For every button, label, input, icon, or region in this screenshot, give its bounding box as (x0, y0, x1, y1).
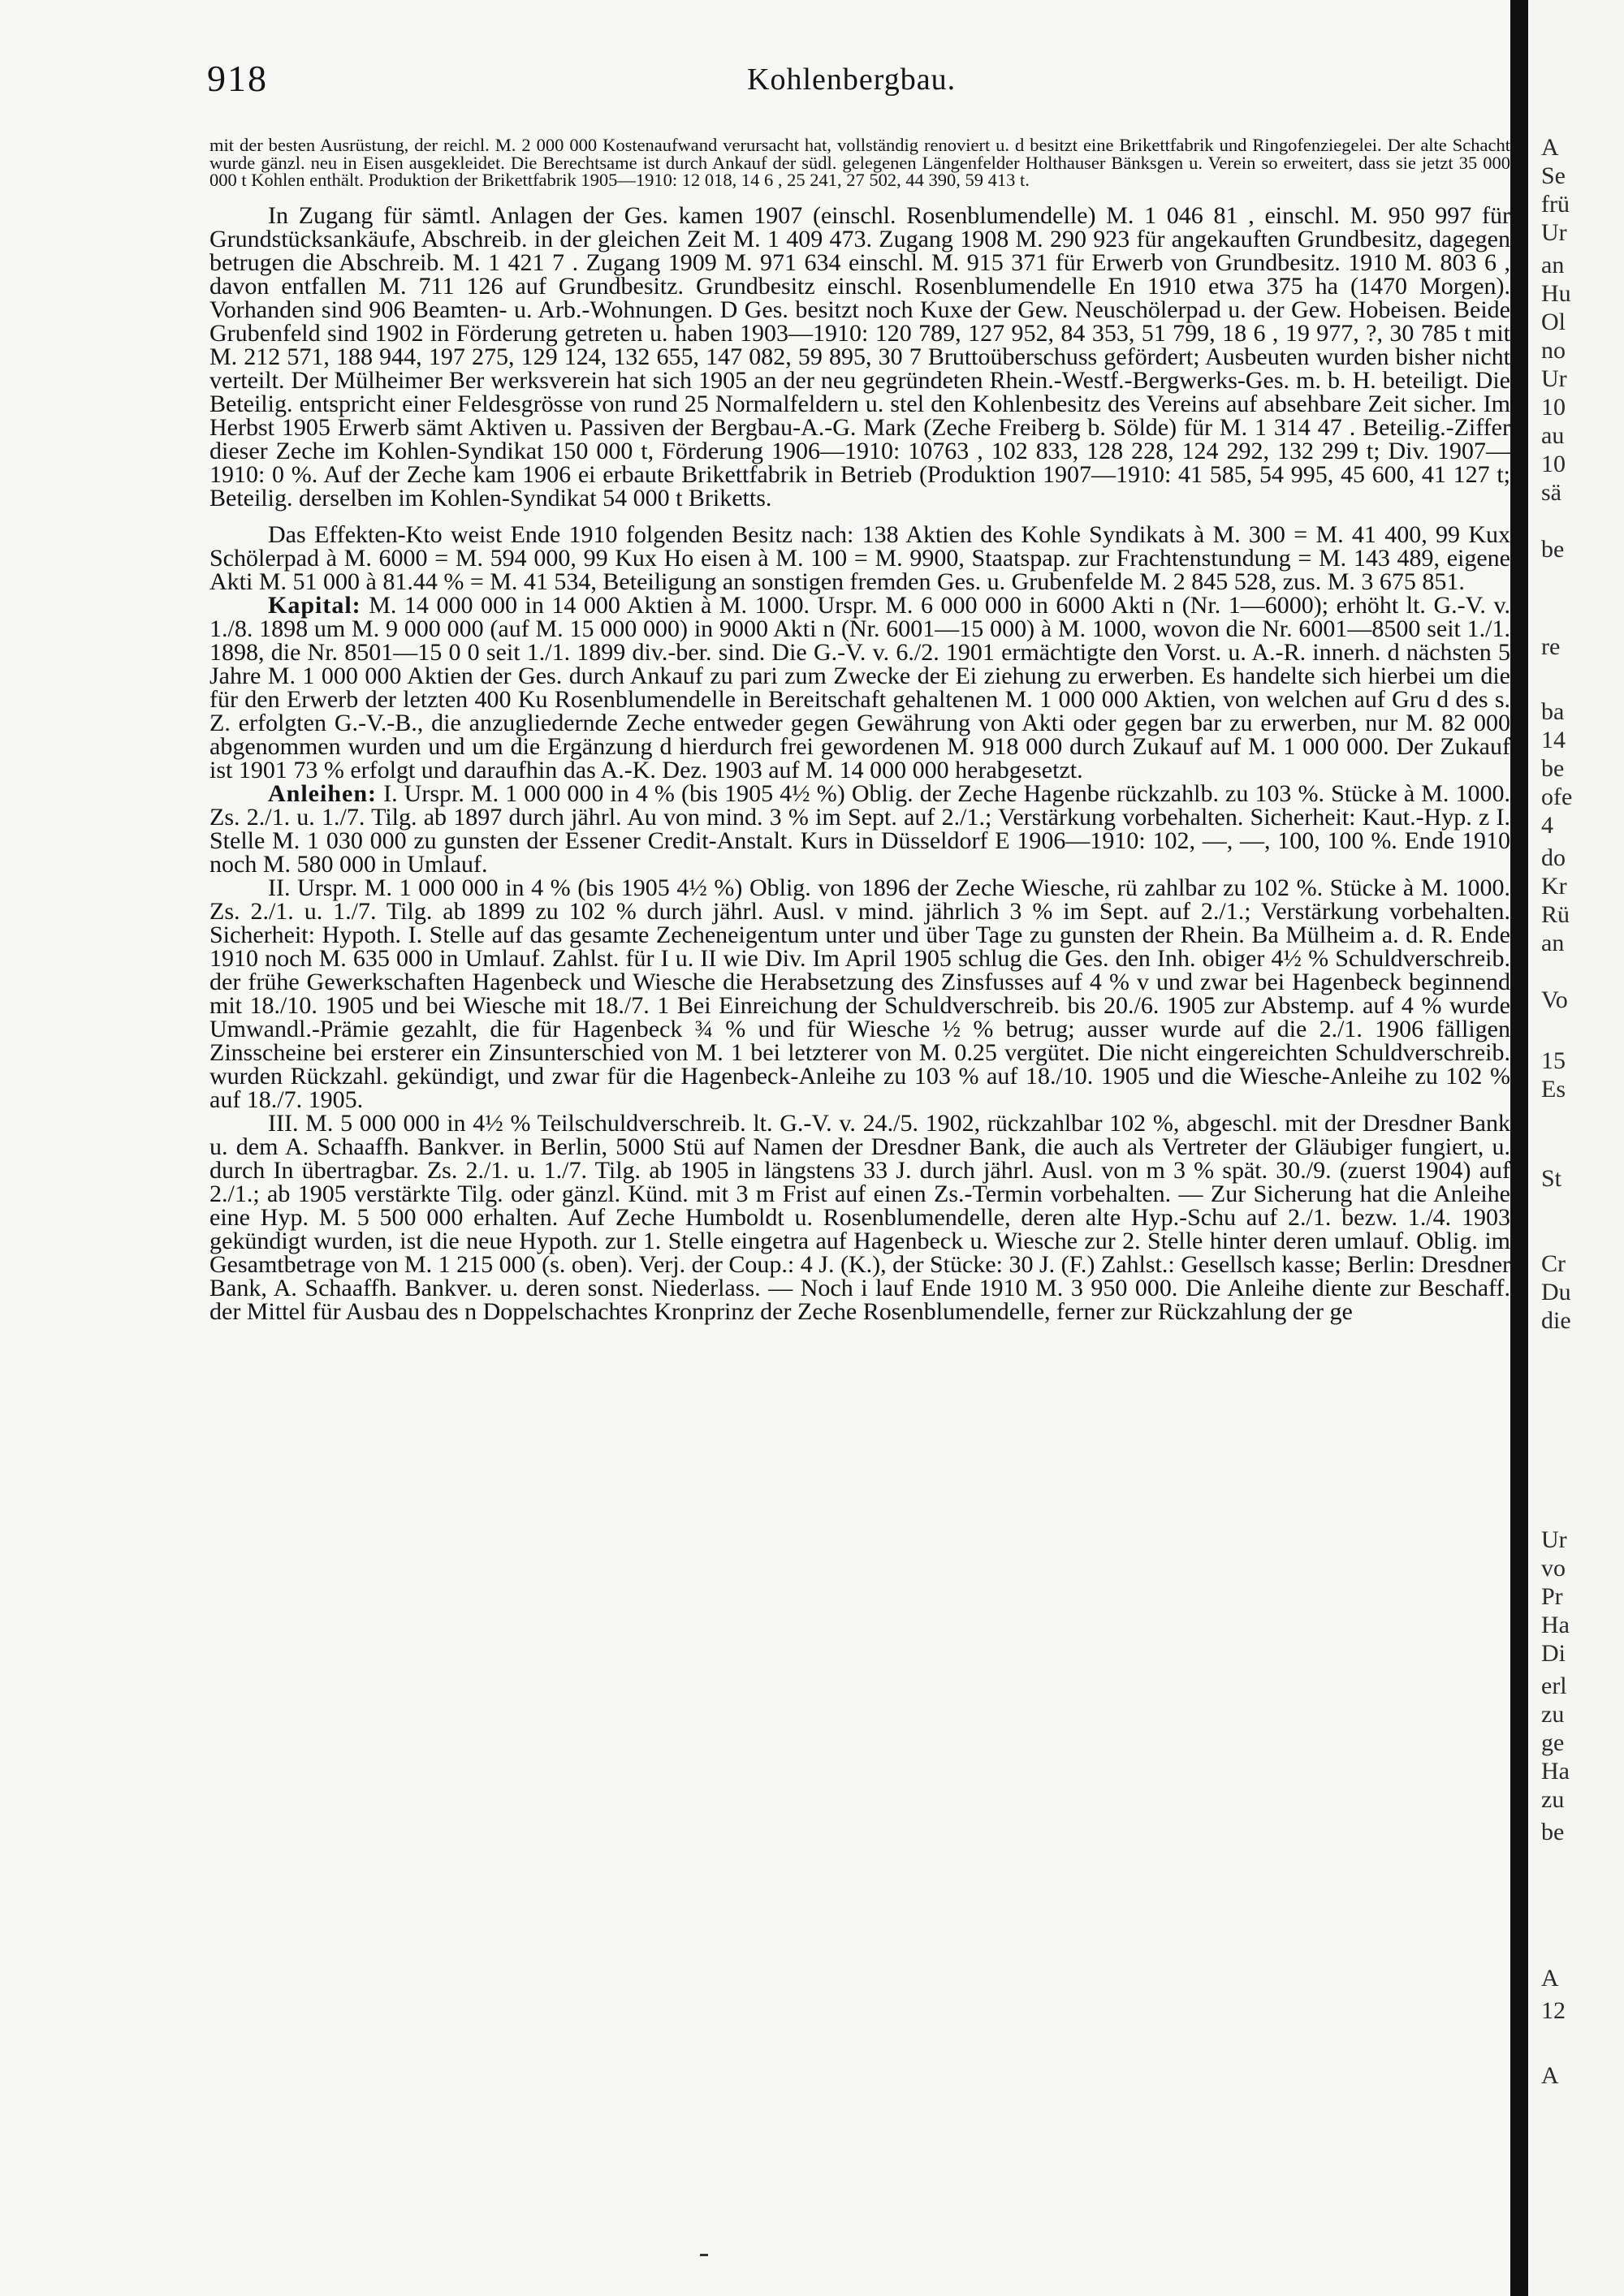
adjacent-page-fragment: Pr (1541, 1583, 1563, 1610)
adjacent-page-fragment: an (1541, 252, 1565, 278)
adjacent-page-fragment: 12 (1541, 1997, 1566, 2024)
adjacent-page-fragment: Ur (1541, 1526, 1567, 1553)
running-title: Kohlenbergbau. (747, 63, 957, 97)
adjacent-page-fragment: Es (1541, 1076, 1566, 1103)
adjacent-page-fragment: zu (1541, 1786, 1565, 1813)
book-gutter (1510, 0, 1528, 2296)
adjacent-page-fragment: Ha (1541, 1758, 1570, 1785)
adjacent-page-fragment: St (1541, 1165, 1562, 1192)
adjacent-page-fragment: ge (1541, 1729, 1565, 1756)
adjacent-page-fragment: Ha (1541, 1612, 1570, 1638)
adjacent-page-fragment: A (1541, 1965, 1559, 1992)
adjacent-page-edge (1528, 0, 1624, 2296)
adjacent-page-fragment: die (1541, 1307, 1571, 1334)
adjacent-page-fragment: be (1541, 1819, 1565, 1845)
adjacent-page-fragment: zu (1541, 1701, 1565, 1728)
page-body (209, 136, 1510, 1323)
adjacent-page-fragment: Se (1541, 162, 1566, 189)
adjacent-page-fragment: 14 (1541, 727, 1566, 753)
paragraph-effekten: Das Effekten-Kto weist Ende 1910 folgenden Besitz nach: 138 Aktien des Kohle Syndikats à M. 300 = M. 41 400, 99 Kux Schölerpad à M. 6000 = M. 594 000, 99 Kux Ho eisen à M. 100 = M. 9900, Staatspap. zur Frachtenstundung = M. 143 489, eigene Akti M. 51 000 à 81.44 % = M. 41 534, Beteiligung an sonstigen fremden Ges. u. Grubenfelde M. 2 845 528, zus. M. 3 675 851. (209, 520, 1510, 595)
paragraph-anleihe-ii: II. Urspr. M. 1 000 000 in 4 % (bis 1905 4½ %) Oblig. von 1896 der Zeche Wiesche, rü zahlbar zu 102 %. Stücke à M. 1000. Zs. 2./1. u. 1./7. Tilg. ab 1899 zu 102 % durch jährl. Ausl. v mind. jährlich 3 % im Sept. auf 2./1.; Verstärkung vorbehalten. Sicherheit: Hypoth. I. Stelle auf das gesamte Zecheneigentum unter und über Tage zu gunsten der Rhein. Ba Mülheim a. d. R. Ende 1910 noch M. 635 000 in Umlauf. Zahlst. für I u. II wie Div. Im April 1905 schlug die Ges. den Inh. obiger 4½ % Schuldverschreib. der frühe Gewerkschaften Hagenbeck und Wiesche die Herabsetzung des Zinsfusses auf 4 % v und zwar bei Hagenbeck beginnend mit 18./10. 1905 und bei Wiesche mit 18./7. 1 Bei Einreichung der Schuldverschreib. bis 20./6. 1905 zur Abstemp. auf 4 % wurde Umwandl.-Prämie gezahlt, die für Hagenbeck ¾ % und für Wiesche ½ % betrug; ausser wurde auf die 2./1. 1906 fälligen Zinsscheine bei ersterer ein Zinsunterschied von M. 1 bei letzterer von M. 0.25 vergütet. Die nicht eingereichten Schuldverschreib. wurden Rückzahl. gekündigt, und zwar für die Hagenbeck-Anleihe zu 103 % auf 18./10. 1905 und die Wiesche-Anleihe zu 102 % auf 18./7. 1905. (209, 874, 1510, 1113)
paragraph-anleihen (209, 779, 1510, 878)
adjacent-page-fragment: 4 (1541, 812, 1553, 839)
page-number: 918 (207, 58, 268, 99)
adjacent-page-fragment: do (1541, 844, 1566, 871)
adjacent-page-fragment: sä (1541, 479, 1561, 506)
adjacent-page-fragment: A (1541, 2062, 1559, 2089)
adjacent-page-fragment: no (1541, 337, 1566, 364)
adjacent-page-fragment: 10 (1541, 451, 1566, 477)
adjacent-page-fragment: ofe (1541, 783, 1573, 810)
adjacent-page-fragment: frü (1541, 191, 1570, 218)
adjacent-page-fragment: vo (1541, 1555, 1566, 1582)
adjacent-page-fragment: be (1541, 755, 1565, 782)
adjacent-page-fragment: Cr (1541, 1250, 1566, 1277)
paragraph-zugang: In Zugang für sämtl. Anlagen der Ges. kamen 1907 (einschl. Rosenblumendelle) M. 1 046 81 , einschl. M. 950 997 für Grundstücksankäufe, Abschreib. in der gleichen Zeit M. 1 409 473. Zugang 1908 M. 290 923 für angekauften Grundbesitz, dagegen betrugen die Abschreib. M. 1 421 7 . Zugang 1909 M. 971 634 einschl. M. 915 371 für Erwerb von Grundbesitz. 1910 M. 803 6 , davon entfallen M. 711 126 auf Grundbesitz. Grundbesitz einschl. Rosenblumendelle En 1910 etwa 375 ha (1470 Morgen). Vorhanden sind 906 Beamten- u. Arb.-Wohnungen. D Ges. besitzt noch Kuxe der Gew. Neuschölerpad u. der Gew. Hobeisen. Beide Grubenfeld sind 1902 in Förderung getreten u. haben 1903—1910: 120 789, 127 952, 84 353, 51 799, 18 6 , 19 977, ?, 30 785 t mit M. 212 571, 188 944, 197 275, 129 124, 132 655, 147 082, 59 895, 30 7 Bruttoüberschuss gefördert; Ausbeuten wurden bisher nicht verteilt. Der Mülheimer Ber werksverein hat sich 1905 an der neu gegründeten Rhein.-Westf.-Bergwerks-Ges. m. b. H. beteiligt. Die Beteilig. entspricht einer Feldesgrösse von rund 25 Normalfeldern u. stel den Kohlenbesitz des Vereins auf absehbare Zeit sicher. Im Herbst 1905 Erwerb sämt Aktiven u. Passiven der Bergbau-A.-G. Mark (Zeche Freiberg b. Sölde) für M. 1 314 47 . Beteilig.-Ziffer dieser Zeche im Kohlen-Syndikat 150 000 t, Förderung 1906—1910: 10763 , 102 833, 128 228, 124 292, 132 299 t; Div. 1907—1910: 0 %. Auf der Zeche kam 1906 ei erbaute Brikettfabrik in Betrieb (Produktion 1907—1910: 41 585, 54 995, 45 600, 41 127 t; Beteilig. derselben im Kohlen-Syndikat 54 000 t Briketts. (209, 201, 1510, 511)
adjacent-page-fragment: an (1541, 930, 1565, 956)
adjacent-page-fragment: Du (1541, 1279, 1571, 1306)
adjacent-page-fragment: Ol (1541, 309, 1566, 335)
adjacent-page-fragment: Vo (1541, 986, 1568, 1013)
kapital-text: M. 14 000 000 in 14 000 Aktien à M. 1000. Urspr. M. 6 000 000 in 6000 Akti n (Nr. 1—6000); erhöht lt. G.-V. v. 1./8. 1898 um M. 9 000 000 (auf M. 15 000 000) in 9000 Akti n (Nr. 6001—15 000) à M. 1000, wovon die Nr. 6001—8500 seit 1./1. 1898, die Nr. 8501—15 0 0 seit 1./1. 1899 div.-ber. sind. Die G.-V. v. 6./2. 1901 ermächtigte den Vorst. u. A.-R. innerh. d nächsten 5 Jahre M. 1 000 000 Aktien der Ges. durch Ankauf zu pari zum Zwecke der Ei ziehung zu erwerben. Es handelte sich hierbei um die für den Erwerb der letzten 400 Ku Rosenblumendelle in Bereitschaft gehaltenen M. 1 000 000 Aktien, von welchen auf Gru d des s. Z. erfolgten G.-V.-B., die anzugliedernde Zeche entweder gegen Gewährung von Akti oder gegen bar zu erwerben, nur M. 82 000 abgenommen wurden und um die Ergänzung d hierdurch frei gewordenen M. 918 000 durch Zukauf auf M. 1 000 000. Der Zukauf ist 1901 73 % erfolgt und daraufhin das A.-K. Dez. 1903 auf M. 14 000 000 herabgesetzt. (209, 591, 1510, 783)
small-print-paragraph: mit der besten Ausrüstung, der reichl. M. 2 000 000 Kostenaufwand verursacht hat, vollständig renoviert u. d besitzt eine Brikettfabrik und Ringofenziegelei. Der alte Schacht wurde gänzl. neu in Eisen ausgekleidet. Die Berechtsame ist durch Ankauf der südl. gelegenen Längenfelder Holthauser Bänksgen u. Verein so erweitert, dass sie jetzt 35 000 000 t Kohlen enthält. Produktion der Brikettfabrik 1905—1910: 12 018, 14 6 , 25 241, 27 502, 44 390, 59 413 t. (209, 135, 1510, 190)
paragraph-anleihe-iii: III. M. 5 000 000 in 4½ % Teilschuldverschreib. lt. G.-V. v. 24./5. 1902, rückzahlbar 102 %, abgeschl. mit der Dresdner Bank u. dem A. Schaaffh. Bankver. in Berlin, 5000 Stü auf Namen der Dresdner Bank, die auch als Vertreter der Gläubiger fungiert, u. durch In übertragbar. Zs. 2./1. u. 1./7. Tilg. ab 1905 in längstens 33 J. durch jährl. Ausl. von m 3 % spät. 30./9. (zuerst 1904) auf 2./1.; ab 1905 verstärkte Tilg. oder gänzl. Künd. mit 3 m Frist auf einen Zs.-Termin vorbehalten. — Zur Sicherung hat die Anleihe eine Hyp. M. 5 500 000 erhalten. Auf Zeche Humboldt u. Rosenblumendelle, deren alte Hyp.-Schu auf 2./1. bezw. 1./4. 1903 gekündigt wurden, ist die neue Hypoth. zur 1. Stelle eingetra auf Hagenbeck u. Wiesche zur 2. Stelle hinter deren umlauf. Oblig. im Gesamtbetrage von M. 1 215 000 (s. oben). Verj. der Coup.: 4 J. (K.), der Stücke: 30 J. (F.) Zahlst.: Gesellsch kasse; Berlin: Dresdner Bank, A. Schaaffh. Bankver. u. deren sonst. Niederlass. — Noch i lauf Ende 1910 M. 3 950 000. Die Anleihe diente zur Beschaff. der Mittel für Ausbau des n Doppelschachtes Kronprinz der Zeche Rosenblumendelle, ferner zur Rückzahlung der ge (209, 1109, 1510, 1325)
adjacent-page-fragment: Ur (1541, 219, 1567, 246)
adjacent-page-fragment: Ur (1541, 365, 1567, 392)
adjacent-page-fragment: au (1541, 422, 1565, 449)
paragraph-kapital (209, 593, 1510, 782)
adjacent-page-fragment: 10 (1541, 394, 1566, 421)
adjacent-page-fragment: 15 (1541, 1047, 1566, 1074)
adjacent-page-fragment: Hu (1541, 280, 1571, 307)
adjacent-page-fragment: be (1541, 536, 1565, 563)
kapital-label: Kapital: (268, 591, 361, 619)
adjacent-page-fragment: Di (1541, 1640, 1566, 1667)
adjacent-page-fragment: Kr (1541, 873, 1567, 900)
adjacent-page-fragment: Rü (1541, 901, 1570, 928)
footer-dash (700, 2254, 708, 2256)
adjacent-page-fragment: erl (1541, 1672, 1567, 1699)
anleihen-label: Anleihen: (268, 779, 378, 807)
adjacent-page-fragment: re (1541, 633, 1561, 660)
adjacent-page-fragment: A (1541, 134, 1559, 161)
adjacent-page-fragment: ba (1541, 698, 1565, 725)
anleihen-text: I. Urspr. M. 1 000 000 in 4 % (bis 1905 4½ %) Oblig. der Zeche Hagenbe rückzahlb. zu 103 %. Stücke à M. 1000. Zs. 2./1. u. 1./7. Tilg. ab 1897 durch jährl. Au von mind. 3 % im Sept. auf 2./1.; Verstärkung vorbehalten. Sicherheit: Kaut.-Hyp. z I. Stelle M. 1 030 000 zu gunsten der Essener Credit-Anstalt. Kurs in Düsseldorf E 1906—1910: 102, —, —, 100, 100 %. Ende 1910 noch M. 580 000 in Umlauf. (209, 779, 1510, 878)
